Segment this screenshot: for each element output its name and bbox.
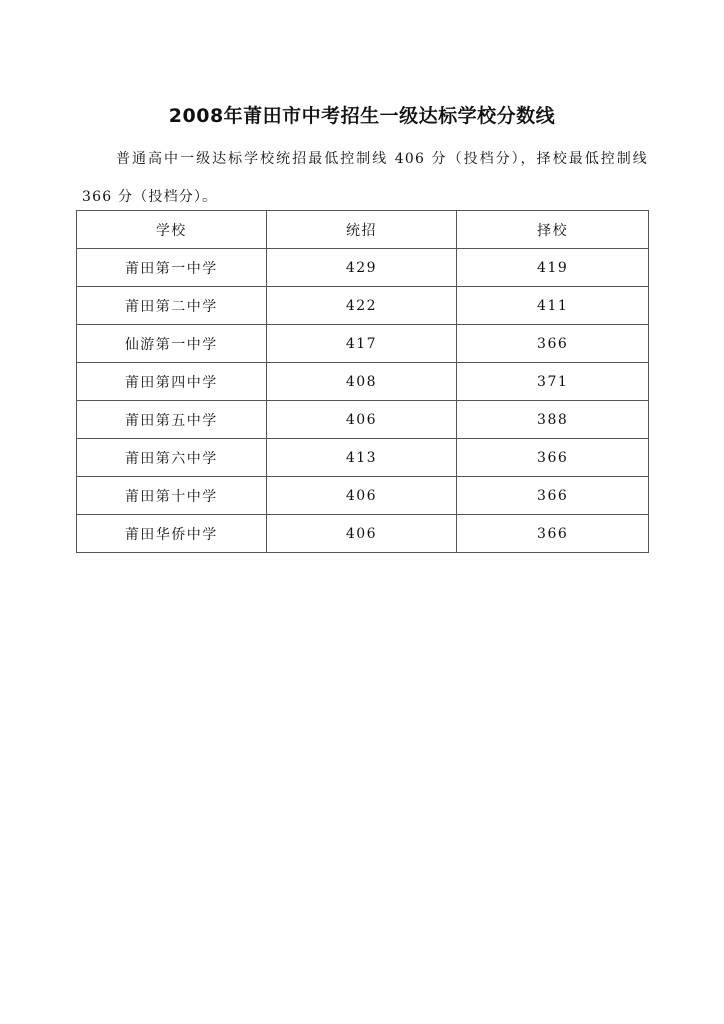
unified-score-cell: 406 (266, 401, 457, 439)
school-name-cell: 莆田第十中学 (77, 477, 267, 515)
unified-score-cell: 429 (266, 249, 457, 287)
document-title: 2008年莆田市中考招生一级达标学校分数线 (168, 105, 556, 127)
table-row (77, 401, 649, 439)
choice-score-cell: 411 (457, 287, 649, 325)
table-row (77, 515, 649, 553)
header-school: 学校 (77, 211, 267, 249)
choice-score-cell: 366 (457, 325, 649, 363)
table-row (77, 287, 649, 325)
choice-score-cell: 366 (457, 439, 649, 477)
unified-score-cell: 408 (266, 363, 457, 401)
intro-paragraph: 普通高中一级达标学校统招最低控制线 406 分（投档分），择校最低控制线 366 分（投档分）。 (82, 151, 648, 205)
score-table (76, 210, 649, 553)
choice-score-cell: 366 (457, 515, 649, 553)
school-name-cell: 莆田第六中学 (77, 439, 267, 477)
unified-score-cell: 406 (266, 515, 457, 553)
choice-score-cell: 419 (457, 249, 649, 287)
unified-score-cell: 417 (266, 325, 457, 363)
school-name-cell: 莆田第五中学 (77, 401, 267, 439)
choice-score-cell: 388 (457, 401, 649, 439)
unified-score-cell: 422 (266, 287, 457, 325)
unified-score-cell: 413 (266, 439, 457, 477)
unified-score-cell: 406 (266, 477, 457, 515)
choice-score-cell: 371 (457, 363, 649, 401)
header-school-choice: 择校 (457, 211, 649, 249)
school-name-cell: 莆田华侨中学 (77, 515, 267, 553)
choice-score-cell: 366 (457, 477, 649, 515)
table-row (77, 363, 649, 401)
table-row (77, 477, 649, 515)
school-name-cell: 莆田第一中学 (77, 249, 267, 287)
table-row (77, 439, 649, 477)
school-name-cell: 莆田第四中学 (77, 363, 267, 401)
school-name-cell: 莆田第二中学 (77, 287, 267, 325)
header-unified-admission: 统招 (266, 211, 457, 249)
table-row (77, 249, 649, 287)
table-header-row (77, 211, 649, 249)
school-name-cell: 仙游第一中学 (77, 325, 267, 363)
table-row (77, 325, 649, 363)
